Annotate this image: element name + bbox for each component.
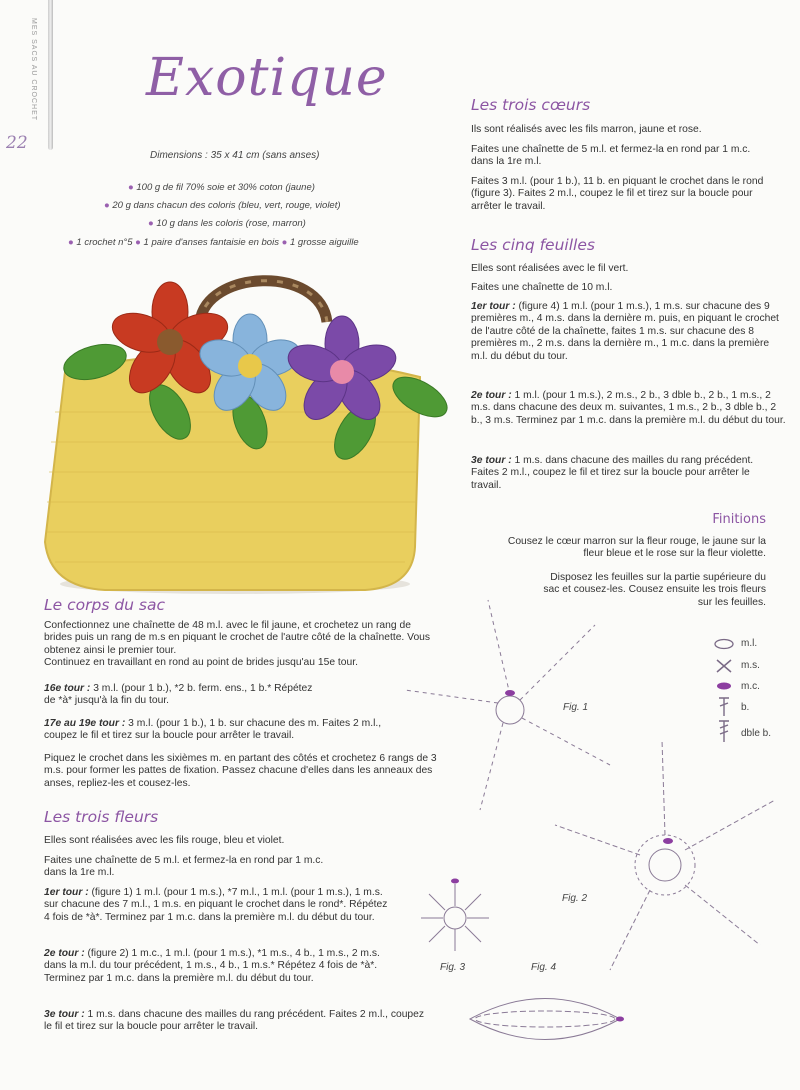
flowers-paragraph: Faites une chaînette de 5 m.l. et fermez-la en rond par 1 m.c. dans la 1re m.l. [44,855,324,879]
leaves-paragraph: Faites une chaînette de 10 m.l. [471,282,613,293]
figure-4-label: Fig. 4 [531,962,557,973]
leaves-paragraph: 3e tour : 1 m.s. dans chacune des mailles du rang précédent. Faites 2 m.l., coupez le fil et tirez sur la boucle pour arrêter le travail. [471,455,754,491]
legend-dble: dble b. [741,728,772,739]
finishing-paragraph: Disposez les feuilles sur la partie supérieure du sac et cousez-les. Cousez ensuite les trois fleurs sur les feuilles. [543,572,766,608]
page-number: 22 [6,133,28,153]
flowers-paragraph: 2e tour : (figure 2) 1 m.c., 1 m.l. (pour 1 m.s.), *1 m.s., 4 b., 1 m.s., 2 m.s. dans la m.l. du tour précédent, 1 m.s., 4 b., 1 m.s.* Répétez 4 fois de *à*. Terminez par 1 m.c. dans la première m.l. du début du tour. [44,948,380,984]
leaves-paragraph: Elles sont réalisées avec le fil vert. [471,263,629,274]
leaves-paragraph: 2e tour : 1 m.l. (pour 1 m.s.), 2 m.s., 2 b., 3 dble b., 2 b., 1 m.s., 2 m.s. dans chacune des deux m. suivantes, 1 m.s., 2 b., 3 dble b., 2 b., 3 m.s. Terminez par 1 m.c. dans la première m.l. du début du tour. [471,390,786,426]
flowers-paragraph: 1er tour : (figure 1) 1 m.l. (pour 1 m.s.), *7 m.l., 1 m.l. (pour 1 m.s.), 1 m.s. sur chacune des 7 m.l., 1 m.s. en piquant le crochet dans le rond*. Répétez 4 fois de *à*. Terminez par 1 m.c. dans la première m.l. du début du tour. [44,887,388,923]
legend-symbols [712,636,742,746]
hearts-paragraph: Ils sont réalisés avec les fils marron, jaune et rose. [471,124,702,135]
legend-ms: m.s. [741,660,760,671]
finishing-paragraph: Cousez le cœur marron sur la fleur rouge, le jaune sur la fleur bleue et le rose sur la fleur violette. [507,536,766,560]
body-paragraph: 16e tour : 3 m.l. (pour 1 b.), *2 b. ferm. ens., 1 b.* Répétez de *à* jusqu'à la fin du tour. [44,683,313,707]
figure-3-diagram [415,876,495,956]
leaves-paragraph: 1er tour : (figure 4) 1 m.l. (pour 1 m.s.), 1 m.s. sur chacune des 9 premières m., 4 m.s. dans la dernière m. puis, en piquant le crochet de l'autre côté de la chaînette, faites 1 m.s. sur chacune des 8 premières m., 2 m.s. dans la dernière m., 1 m.c. dans la première m.l. du début du tour. [471,301,779,362]
section-heading-flowers: Les trois fleurs [44,808,159,826]
hearts-paragraph: Faites 3 m.l. (pour 1 b.), 11 b. en piquant le crochet dans le rond (figure 3). Faites 2 m.l., coupez le fil et tirez sur la boucle pour arrêter le travail. [471,176,764,212]
hearts-paragraph: Faites une chaînette de 5 m.l. et fermez-la en rond par 1 m.c. dans la 1re m.l. [471,144,751,168]
body-paragraph: Continuez en travaillant en rond au point de brides jusqu'au 15e tour. [44,657,358,668]
legend-b: b. [741,702,750,713]
body-paragraph: 17e au 19e tour : 3 m.l. (pour 1 b.), 1 b. sur chacune des m. Faites 2 m.l., coupez le fil et tirez sur la boucle pour arrêter le travail. [44,718,382,742]
figure-2-diagram [550,735,780,975]
body-paragraph: Piquez le crochet dans les sixièmes m. en partant des côtés et crochetez 6 rangs de 3 m.s. pour former les pattes de fixation. Passez chacune d'elles dans les anneaux des anses, repliez-les et cousez-les. [44,753,437,789]
material-item: ● 10 g dans les coloris (rose, marron) [148,218,306,229]
section-heading-leaves: Les cinq feuilles [471,236,595,254]
material-item: ● 1 crochet n°5 ● 1 paire d'anses fantaisie en bois ● 1 grosse aiguille [68,237,359,248]
figure-3-label: Fig. 3 [440,962,466,973]
figure-1-label: Fig. 1 [563,702,589,713]
flowers-paragraph: 3e tour : 1 m.s. dans chacune des mailles du rang précédent. Faites 2 m.l., coupez le fil et tirez sur la boucle pour arrêter le travail. [44,1009,425,1033]
figure-2-label: Fig. 2 [562,893,588,904]
flowers-paragraph: Elles sont réalisées avec les fils rouge, bleu et violet. [44,835,285,846]
section-label: MES SACS AU CROCHET [30,18,37,122]
crochet-hook-decoration [48,0,53,150]
section-heading-body: Le corps du sac [44,596,166,614]
section-heading-finishing: Finitions [712,512,766,527]
bag-photo [35,262,435,602]
body-paragraph: Confectionnez une chaînette de 48 m.l. avec le fil jaune, et crochetez un rang de brides puis un rang de m.s en piquant le crochet de l'autre côté de la chaînette. Vous obtenez ainsi le premier tour. [44,620,431,656]
material-item: ● 100 g de fil 70% soie et 30% coton (jaune) [128,182,315,193]
legend-mc: m.c. [741,681,760,692]
legend-ml: m.l. [741,638,758,649]
material-item: ● 20 g dans chacun des coloris (bleu, vert, rouge, violet) [104,200,341,211]
section-heading-hearts: Les trois cœurs [471,96,591,114]
page-title: Exotique [146,48,388,108]
dimensions: Dimensions : 35 x 41 cm (sans anses) [150,150,320,161]
figure-4-diagram [460,983,630,1053]
